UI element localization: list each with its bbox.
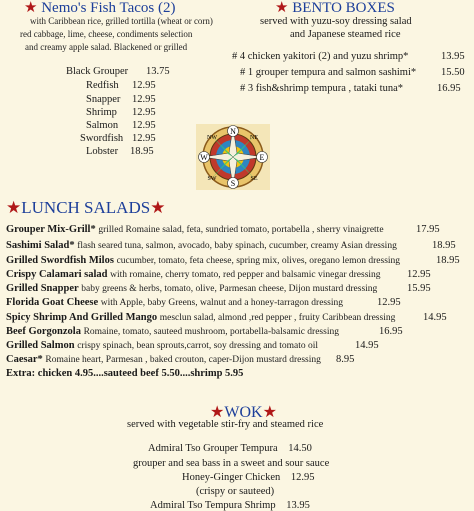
tacos-item-price: 12.95 [132, 80, 156, 91]
bento-item-price: 16.95 [437, 83, 461, 94]
salad-name: Florida Goat Cheese [6, 297, 99, 308]
tacos-title-text: Nemo's Fish Tacos (2) [41, 0, 176, 16]
wok-item [150, 500, 310, 511]
salads-title-text: LUNCH SALADS [21, 198, 151, 217]
compass-n-label: N [230, 127, 236, 136]
salad-desc: with Apple, baby Greens, walnut and a honey-tarragon dressing [100, 298, 343, 308]
salad-name: Sashimi Salad* [6, 240, 75, 251]
bento-item [240, 67, 416, 78]
salad-desc: grilled Romaine salad, feta, sundried tomato, portabella , sherry vinaigrette [98, 225, 384, 235]
salad-row [6, 326, 339, 337]
salad-price: 12.95 [377, 297, 401, 308]
bento-item [240, 83, 403, 94]
tacos-desc-1: with Caribbean rice, grilled tortilla (wheat or corn) [30, 16, 213, 26]
star-icon: ★ [210, 404, 225, 421]
wok-item-price: 14.50 [288, 443, 312, 454]
salad-row [6, 224, 384, 235]
tacos-item-price: 12.95 [132, 120, 156, 131]
wok-item-price: 12.95 [290, 472, 315, 483]
salad-desc: baby greens & herbs, tomato, olive, Parmesan cheese, Dijon mustard dressing [81, 284, 378, 294]
salad-name: Crispy Calamari salad [6, 269, 108, 280]
tacos-desc-3: and creamy apple salad. Blackened or grilled [25, 42, 188, 52]
salad-price: 15.95 [407, 283, 431, 294]
tacos-item [86, 80, 196, 91]
tacos-item-price: 18.95 [130, 146, 154, 157]
compass-rose-illustration [178, 124, 288, 190]
tacos-item-name: Swordfish [80, 133, 124, 144]
salads-extra: Extra: chicken 4.95....sauteed beef 5.50....shrimp 5.95 [6, 368, 244, 379]
star-icon: ★ [24, 0, 38, 16]
wok-item-name: Admiral Tso Grouper Tempura [148, 443, 278, 454]
salad-desc: crispy spinach, bean sprouts,carrot, soy dressing and tomato oil [77, 341, 319, 351]
compass-w-label: W [200, 153, 208, 162]
tacos-item-name: Redfish [86, 80, 119, 91]
wok-item-name: Admiral Tso Tempura Shrimp [150, 500, 276, 511]
salad-name: Spicy Shrimp And Grilled Mango [6, 312, 158, 323]
tacos-item-price: 12.95 [132, 107, 156, 118]
bento-title [275, 0, 395, 17]
compass-e-label: E [259, 153, 265, 162]
compass-s-label: S [230, 179, 236, 188]
tacos-item-name: Salmon [86, 120, 119, 131]
wok-item-name: Honey-Ginger Chicken [182, 472, 281, 483]
tacos-item-name: Snapper [86, 94, 121, 105]
salad-desc: Romaine, tomato, sauteed mushroom, portabella-balsamic dressing [83, 327, 339, 337]
wok-item-desc: grouper and sea bass in a sweet and sour sauce [133, 458, 330, 469]
tacos-item-price: 13.75 [146, 66, 170, 77]
star-icon: ★ [150, 198, 166, 217]
bento-item [232, 51, 408, 62]
salad-row [6, 269, 381, 280]
salad-price: 18.95 [432, 240, 456, 251]
compass-se-label: SE [250, 176, 258, 182]
star-icon: ★ [6, 198, 22, 217]
wok-item-desc: (crispy or sauteed) [196, 486, 275, 497]
wok-subtitle: served with vegetable stir-fry and steamed rice [127, 419, 324, 430]
tacos-item-name: Shrimp [86, 107, 117, 118]
bento-item-name: # 4 chicken yakitori (2) and yuzu shrimp* [232, 51, 409, 62]
bento-subtitle-1: served with yuzu-soy dressing salad [260, 16, 412, 27]
compass-nw-label: NW [207, 135, 217, 141]
salad-name: Grilled Salmon [6, 340, 75, 351]
salads-title [6, 198, 165, 218]
bento-item-name: # 3 fish&shrimp tempura , tataki tuna* [240, 83, 404, 94]
tacos-item [86, 94, 196, 105]
tacos-item-name: Black Grouper [66, 66, 129, 77]
compass-ne-label: NE [250, 135, 258, 141]
salad-name: Grilled Snapper [6, 283, 79, 294]
tacos-item [80, 133, 190, 144]
wok-item [148, 443, 312, 454]
salad-row [6, 340, 318, 351]
bento-item-name: # 1 grouper tempura and salmon sashimi* [240, 67, 417, 78]
salad-price: 17.95 [416, 224, 440, 235]
salad-row [6, 255, 400, 266]
tacos-item-name: Lobster [86, 146, 119, 157]
salad-desc: Romaine heart, Parmesan , baked crouton, caper-Dijon mustard dressing [45, 355, 321, 365]
salad-row [6, 354, 321, 365]
wok-item [182, 472, 315, 483]
salad-row [6, 283, 377, 294]
tacos-desc-2: red cabbage, lime, cheese, condiments selection [20, 29, 193, 39]
tacos-item [66, 66, 176, 77]
bento-title-text: BENTO BOXES [292, 0, 395, 16]
salad-price: 12.95 [407, 269, 431, 280]
salad-name: Grilled Swordfish Milos [6, 255, 114, 266]
bento-item-price: 13.95 [441, 51, 465, 62]
salad-price: 14.95 [355, 340, 379, 351]
salad-name: Caesar* [6, 354, 43, 365]
wok-item-price: 13.95 [286, 500, 310, 511]
salad-price: 16.95 [379, 326, 403, 337]
tacos-title [24, 0, 176, 17]
salad-price: 14.95 [423, 312, 447, 323]
salad-name: Grouper Mix-Grill* [6, 224, 96, 235]
compass-sw-label: SW [207, 176, 217, 182]
salad-name: Beef Gorgonzola [6, 326, 81, 337]
salad-desc: mesclun salad, almond ,red pepper , fruity Caribbean dressing [159, 313, 396, 323]
salad-desc: with romaine, cherry tomato, red pepper and balsamic vinegar dressing [110, 270, 381, 280]
salad-desc: flash seared tuna, salmon, avocado, baby spinach, cucumber, creamy Asian dressing [77, 241, 397, 251]
tacos-item-price: 12.95 [132, 94, 156, 105]
star-icon: ★ [275, 0, 289, 16]
salad-price: 18.95 [436, 255, 460, 266]
bento-item-price: 15.50 [441, 67, 465, 78]
wok-title-text: WOK [224, 404, 263, 421]
tacos-item [86, 107, 196, 118]
salad-row [6, 297, 343, 308]
tacos-item-price: 12.95 [132, 133, 156, 144]
salad-row [6, 312, 395, 323]
salad-desc: cucumber, tomato, feta cheese, spring mix, olives, oregano lemon dressing [116, 256, 401, 266]
salad-row [6, 240, 397, 251]
salad-price: 8.95 [336, 354, 355, 365]
star-icon: ★ [262, 404, 277, 421]
bento-subtitle-2: and Japanese steamed rice [290, 29, 401, 40]
